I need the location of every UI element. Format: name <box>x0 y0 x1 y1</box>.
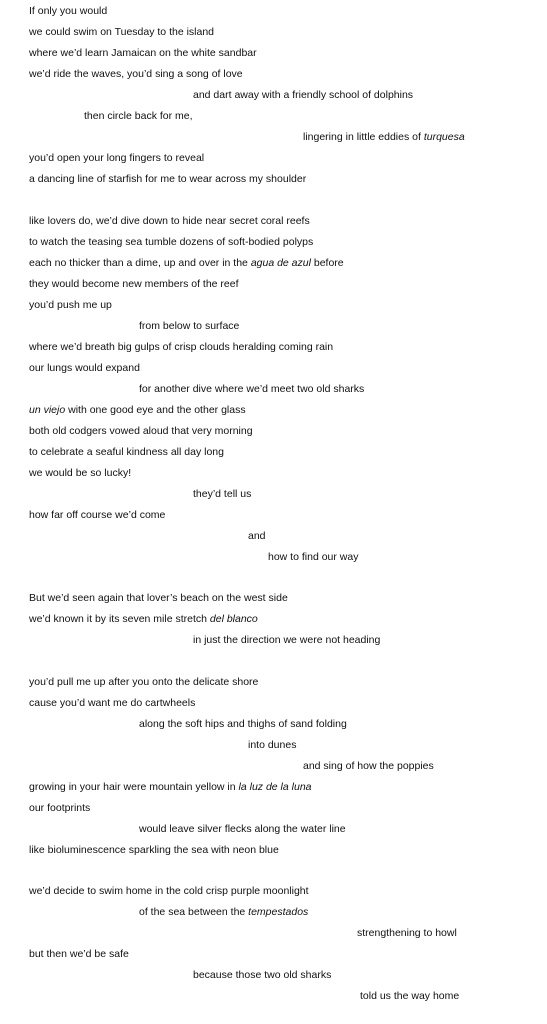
poem-line: for another dive where we’d meet two old sharks <box>139 383 365 395</box>
poem-line: growing in your hair were mountain yellow in la luz de la luna <box>29 781 312 793</box>
poem-line: like bioluminescence sparkling the sea with neon blue <box>29 844 279 856</box>
poem-line: our footprints <box>29 802 91 814</box>
poem-line: we would be so lucky! <box>29 467 132 479</box>
poem-line: you’d open your long fingers to reveal <box>29 152 205 164</box>
poem-line: they’d tell us <box>193 488 252 500</box>
poem-line: you’d push me up <box>29 299 112 311</box>
poem-line: lingering in little eddies of turquesa <box>303 131 465 143</box>
poem-line: each no thicker than a dime, up and over in the agua de azul before <box>29 257 344 269</box>
poem-line: in just the direction we were not heading <box>193 634 381 646</box>
poem-line: told us the way home <box>360 990 460 1002</box>
poem-line: would leave silver flecks along the water line <box>139 823 346 835</box>
poem-line: from below to surface <box>139 320 240 332</box>
poem-line: to watch the teasing sea tumble dozens of soft-bodied polyps <box>29 236 314 248</box>
poem-line: because those two old sharks <box>193 969 332 981</box>
poem-line: un viejo with one good eye and the other glass <box>29 404 246 416</box>
poem-line: we’d ride the waves, you’d sing a song of love <box>29 68 243 80</box>
poem-line: but then we’d be safe <box>29 948 129 960</box>
poem-line: and <box>248 530 266 542</box>
poem-line: into dunes <box>248 739 297 751</box>
poem-line: they would become new members of the reef <box>29 278 239 290</box>
poem-line: of the sea between the tempestados <box>139 906 309 918</box>
poem-line: you’d pull me up after you onto the delicate shore <box>29 676 259 688</box>
poem-line: a dancing line of starfish for me to wear across my shoulder <box>29 173 307 185</box>
poem-line: like lovers do, we’d dive down to hide near secret coral reefs <box>29 215 310 227</box>
poem-line: where we’d learn Jamaican on the white sandbar <box>29 47 257 59</box>
poem-line: then circle back for me, <box>84 110 193 122</box>
poem-line: we’d decide to swim home in the cold crisp purple moonlight <box>29 885 309 897</box>
poem-line: along the soft hips and thighs of sand folding <box>139 718 347 730</box>
poem-line: and dart away with a friendly school of dolphins <box>193 89 414 101</box>
poem-line: we could swim on Tuesday to the island <box>29 26 215 38</box>
poem-line: where we’d breath big gulps of crisp clouds heralding coming rain <box>29 341 334 353</box>
poem-line: how far off course we’d come <box>29 509 166 521</box>
poem-line: we’d known it by its seven mile stretch del blanco <box>29 613 258 625</box>
poem-line: and sing of how the poppies <box>303 760 434 772</box>
poem-line: our lungs would expand <box>29 362 140 374</box>
poem-line: But we’d seen again that lover’s beach on the west side <box>29 592 288 604</box>
poem-line: cause you’d want me do cartwheels <box>29 697 196 709</box>
poem-line: to celebrate a seaful kindness all day long <box>29 446 224 458</box>
poem-line: how to find our way <box>268 551 359 563</box>
poem-line: If only you would <box>29 5 108 17</box>
poem-line: both old codgers vowed aloud that very morning <box>29 425 253 437</box>
poem-line: strengthening to howl <box>357 927 457 939</box>
